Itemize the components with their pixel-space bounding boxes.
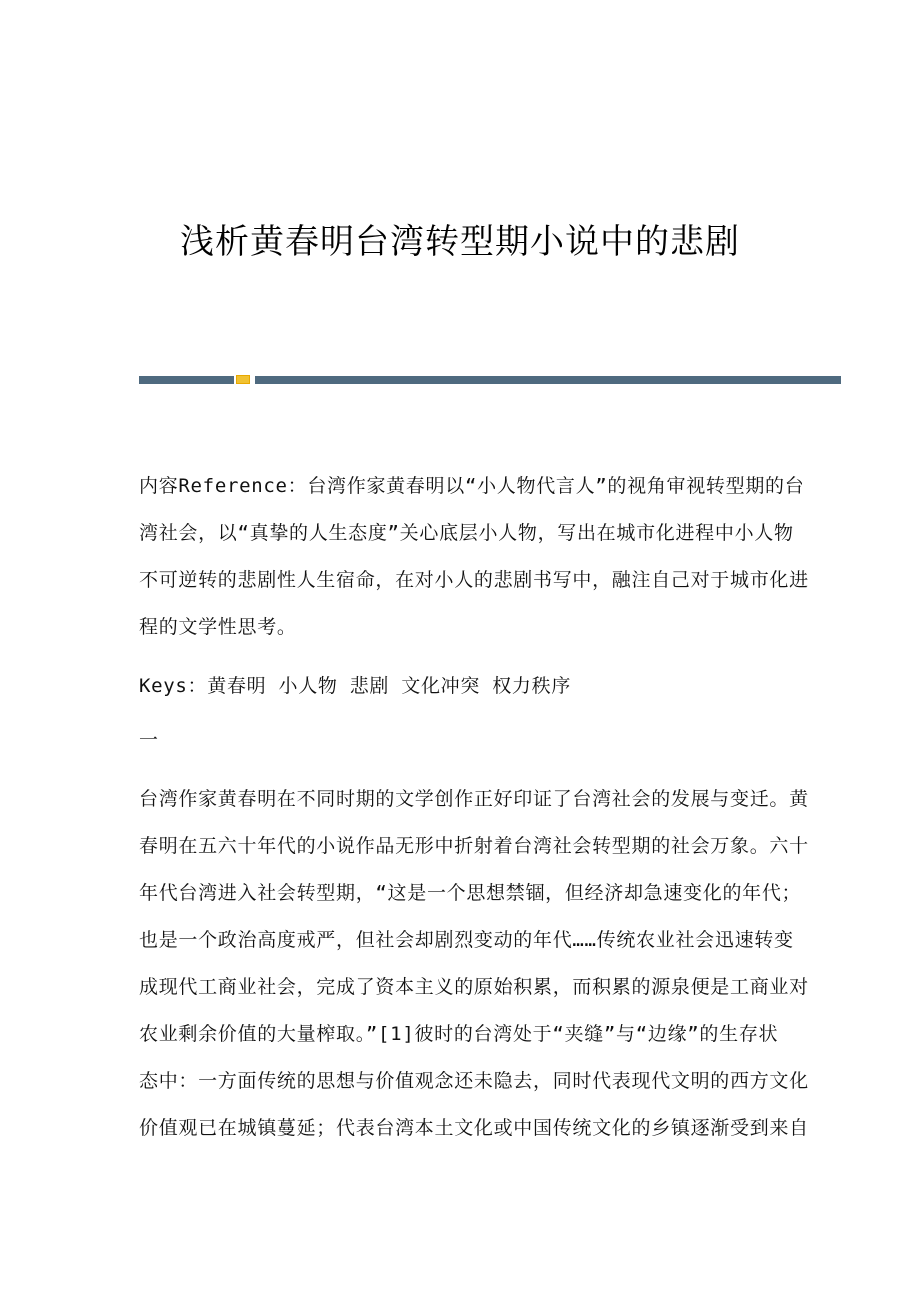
abstract-line: 内容Reference：台湾作家黄春明以“小人物代言人”的视角审视转型期的台 <box>139 475 805 497</box>
keywords: Keys：黄春明 小人物 悲剧 文化冲突 权力秩序 <box>139 675 572 697</box>
body-line: 成现代工商业社会，完成了资本主义的原始积累，而积累的源泉便是工商业对 <box>139 976 809 998</box>
document-title: 浅析黄春明台湾转型期小说中的悲剧 <box>180 222 740 262</box>
abstract-line: 程的文学性思考。 <box>139 616 297 638</box>
abstract-line: 湾社会，以“真挚的人生态度”关心底层小人物，写出在城市化进程中小人物 <box>139 522 794 544</box>
body-line: 年代台湾进入社会转型期，“这是一个思想禁锢，但经济却急速变化的年代； <box>139 882 802 904</box>
section-number: 一 <box>139 729 159 751</box>
divider-bar-right <box>255 376 841 384</box>
divider-ornament-icon <box>236 375 250 384</box>
body-line: 态中：一方面传统的思想与价值观念还未隐去，同时代表现代文明的西方文化 <box>139 1070 809 1092</box>
abstract-line: 不可逆转的悲剧性人生宿命，在对小人的悲剧书写中，融注自己对于城市化进 <box>139 569 809 591</box>
body-line: 春明在五六十年代的小说作品无形中折射着台湾社会转型期的社会万象。六十 <box>139 835 809 857</box>
body-line: 农业剩余价值的大量榨取。”[1]彼时的台湾处于“夹缝”与“边缘”的生存状 <box>139 1023 779 1045</box>
title-divider <box>139 375 841 384</box>
body-line: 台湾作家黄春明在不同时期的文学创作正好印证了台湾社会的发展与变迁。黄 <box>139 788 809 810</box>
body-line: 也是一个政治高度戒严，但社会却剧烈变动的年代……传统农业社会迅速转变 <box>139 929 794 951</box>
divider-bar-left <box>139 376 234 384</box>
body-line: 价值观已在城镇蔓延；代表台湾本土文化或中国传统文化的乡镇逐渐受到来自 <box>139 1117 809 1139</box>
